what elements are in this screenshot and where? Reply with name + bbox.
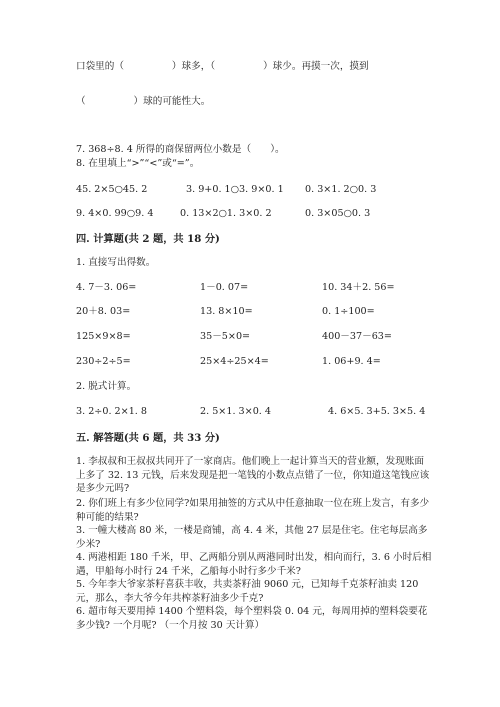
oral-calc-item: 1. 06+9. 4= bbox=[322, 356, 381, 367]
oral-calc-item: 20＋8. 03= bbox=[76, 306, 131, 317]
oral-calc-item: 125×9×8= bbox=[76, 331, 131, 342]
question-7: 7. 368÷8. 4 所得的商保留两位小数是（ ）。 bbox=[76, 144, 285, 155]
oral-calc-item: 10. 34＋2. 56= bbox=[322, 282, 395, 293]
problem-item: 6. 超市每天要用掉 1400 个塑料袋，每个塑料袋 0. 04 元，每周用掉的塑料袋要花多少钱? 一个月呢? （一个月按 30 天计算） bbox=[76, 606, 428, 631]
oral-calc-item: 25×4÷25×4= bbox=[200, 356, 269, 367]
step-calc-item: 4. 6×5. 3+5. 3×5. 4 bbox=[328, 406, 426, 417]
problem-item: 4. 两港相距 180 千米，甲、乙两船分别从两港同时出发，相向而行，3. 6 小时后相遇，甲船每小时行 24 千米，乙船每小时行多少千米? bbox=[76, 552, 432, 577]
problem-item: 1. 李叔叔和王叔叔共同开了一家商店。他们晚上一起计算当天的营业额，发现账面上多了 32. 13 元钱，后来发现是把一笔钱的小数点点错了一位，你知道这笔钱应该是多少元吗? bbox=[76, 456, 430, 495]
compare-item: 0. 13×2○1. 3×0. 2 bbox=[180, 208, 272, 219]
section-5-title: 五. 解答题(共 6 题，共 33 分) bbox=[76, 432, 220, 444]
oral-calc-item: 230÷2÷5= bbox=[76, 356, 131, 367]
compare-item: 0. 3×1. 2○0. 3 bbox=[305, 184, 377, 195]
intro-line-1: 口袋里的（ ）球多，（ ）球少。再摸一次，摸到 bbox=[76, 61, 369, 72]
section-4-sub-2: 2. 脱式计算。 bbox=[76, 381, 137, 392]
compare-item: 0. 3×05○0. 3 bbox=[305, 208, 371, 219]
compare-item: 3. 9+0. 1○3. 9×0. 1 bbox=[186, 184, 284, 195]
intro-line-2: （ ）球的可能性大。 bbox=[76, 96, 211, 107]
oral-calc-item: 400－37－63= bbox=[322, 331, 392, 342]
problem-item: 2. 你们班上有多少位同学?如果用抽签的方式从中任意抽取一位在班上发言，有多少种可能的结果? bbox=[76, 498, 430, 523]
problem-item: 3. 一幢大楼高 80 米，一楼是商铺，高 4. 4 米，其他 27 层是住宅。住宅每层高多少米? bbox=[76, 525, 428, 550]
oral-calc-item: 1－0. 07= bbox=[200, 282, 249, 293]
step-calc-item: 2. 5×1. 3×0. 4 bbox=[200, 406, 271, 417]
compare-item: 9. 4×0. 99○9. 4 bbox=[76, 208, 154, 219]
oral-calc-item: 13. 8×10= bbox=[200, 306, 253, 317]
oral-calc-item: 35－5×0= bbox=[200, 331, 251, 342]
oral-calc-item: 4. 7－3. 06= bbox=[76, 282, 137, 293]
question-8: 8. 在里填上“>”“<”或“=”。 bbox=[76, 158, 200, 169]
oral-calc-item: 0. 1÷100= bbox=[322, 306, 375, 317]
problem-item: 5. 今年李大爷家茶籽喜获丰收，共卖茶籽油 9060 元，已知每千克茶籽油卖 120 元，那么，李大爷今年共榨茶籽油多少千克? bbox=[76, 579, 419, 604]
compare-item: 45. 2×5○45. 2 bbox=[76, 184, 148, 195]
section-4-title: 四. 计算题(共 2 题，共 18 分) bbox=[76, 233, 220, 245]
step-calc-item: 3. 2÷0. 2×1. 8 bbox=[76, 406, 147, 417]
section-4-sub-1: 1. 直接写出得数。 bbox=[76, 257, 156, 268]
